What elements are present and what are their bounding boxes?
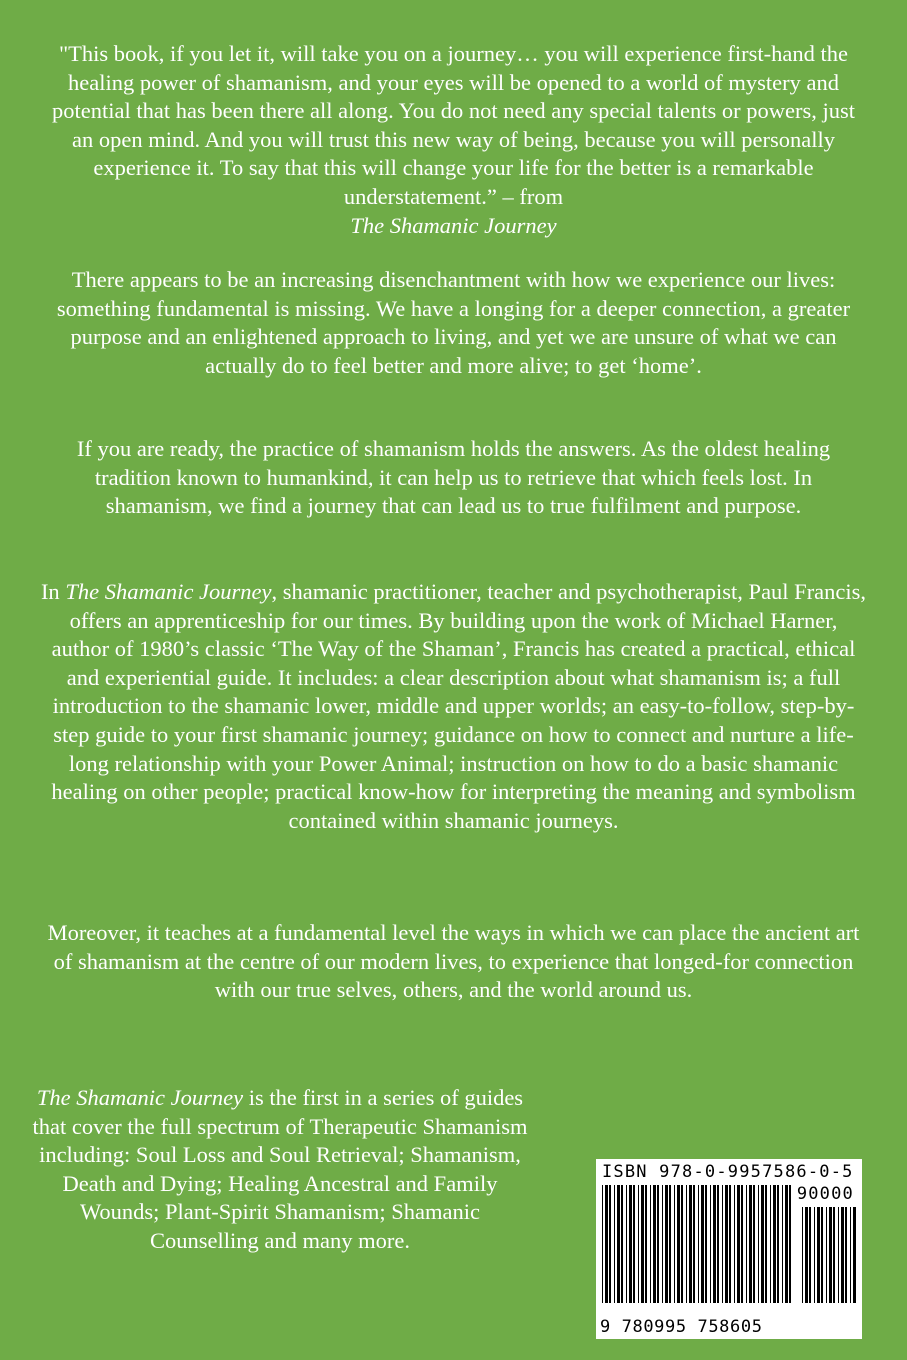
barcode-bar-14: [657, 1185, 659, 1303]
addon-bar-2: [809, 1207, 811, 1303]
quote-text: "This book, if you let it, will take you on a journey… you will experience first-hand the healing power of shamanism, and your eyes will be opened to a world of mystery and potential that has been there all along. You do not need any special talents or powers, just an open mind. And you will trust this new way of being, because you will personally experience it. To say that this will change your life for the better is a remarkable understatement.” – from: [52, 41, 855, 209]
addon-bar-4: [817, 1207, 820, 1303]
intro-paragraph: There appears to be an increasing disenchantment with how we experience our lives: something fundamental is missing. We have a longing for a deeper connection, a greater purpose and an enlightened approach to living, and yet we are unsure of what we can actually do to feel better and more alive; to get ‘home’.: [56, 267, 851, 378]
barcode-bar-6: [626, 1185, 627, 1303]
barcode-bar-23: [693, 1185, 695, 1303]
barcode-bar-24: [698, 1185, 699, 1303]
description-body: , shamanic practitioner, teacher and psychotherapist, Paul Francis, offers an apprenticeship for our times. By building upon the work of Michael Harner, author of 1980’s classic ‘The Way of the Shaman’, Francis has created a practical, ethical and experiential guide. It includes: a clear description about what shamanism is; a full introduction to the shamanic lower, middle and upper worlds; an easy-to-follow, step-by-step guide to your first shamanic journey; guidance on how to connect and nurture a life-long relationship with your Power Animal; instruction on how to do a basic shamanic healing on other people; practical know-how for interpreting the meaning and symbolism contained within shamanic journeys.: [51, 579, 867, 833]
addon-bar-6: [826, 1207, 827, 1303]
barcode-bar-42: [770, 1185, 771, 1303]
description-book-title: The Shamanic Journey: [65, 579, 272, 604]
isbn-label: ISBN 978-0-9957586-0-5: [602, 1162, 854, 1182]
barcode-bar-45: [782, 1185, 783, 1303]
barcode-bar-25: [701, 1185, 704, 1303]
barcode-bar-19: [677, 1185, 680, 1303]
barcode-bar-37: [749, 1185, 752, 1303]
barcode-bar-31: [725, 1185, 728, 1303]
description-lead: In: [40, 579, 60, 604]
barcode-bar-22: [689, 1185, 692, 1303]
barcode-bar-32: [729, 1185, 731, 1303]
isbn-barcode: [596, 1159, 862, 1339]
barcode-bar-1: [605, 1185, 608, 1303]
series-book-title: The Shamanic Journey: [36, 1085, 244, 1110]
barcode-bar-35: [741, 1185, 743, 1303]
barcode-bar-34: [737, 1185, 740, 1303]
addon-bar-13: [853, 1207, 856, 1303]
description-paragraph: [40, 578, 867, 835]
addon-bar-11: [845, 1207, 847, 1303]
barcode-bar-3: [614, 1185, 615, 1303]
addon-bar-9: [838, 1207, 839, 1303]
barcode-bar-20: [681, 1185, 683, 1303]
barcode-bar-44: [777, 1185, 779, 1303]
barcode-bar-29: [717, 1185, 719, 1303]
addon-bar-7: [829, 1207, 832, 1303]
barcode-bar-18: [674, 1185, 675, 1303]
barcode-bar-15: [662, 1185, 663, 1303]
barcode-bar-0: [602, 1185, 603, 1303]
addon-bar-1: [805, 1207, 808, 1303]
quote-source-title: The Shamanic Journey: [350, 212, 557, 238]
barcode-bar-5: [621, 1185, 623, 1303]
barcode-bar-30: [722, 1185, 723, 1303]
barcode-bar-13: [653, 1185, 656, 1303]
addon-bar-8: [833, 1207, 835, 1303]
teaching-paragraph: Moreover, it teaches at a fundamental level the ways in which we can place the ancient art of shamanism at the centre of our modern lives, to experience that longed-for connection with our true selves, others, and the world around us.: [47, 920, 860, 1003]
addon-bar-5: [821, 1207, 823, 1303]
barcode-bar-21: [686, 1185, 687, 1303]
barcode-bar-28: [713, 1185, 716, 1303]
barcode-bar-39: [758, 1185, 759, 1303]
barcode-bar-27: [710, 1185, 711, 1303]
series-paragraph: [30, 1084, 530, 1256]
barcode-bar-17: [669, 1185, 671, 1303]
barcode-bar-7: [629, 1185, 632, 1303]
barcode-bar-33: [734, 1185, 735, 1303]
endorsement-quote: [40, 40, 867, 240]
ean-digits: 9 780995 758605: [600, 1317, 763, 1337]
barcode-bar-40: [761, 1185, 764, 1303]
barcode-bar-11: [645, 1185, 647, 1303]
barcode-bar-46: [785, 1185, 788, 1303]
barcode-bar-10: [641, 1185, 644, 1303]
addon-bar-3: [814, 1207, 815, 1303]
barcode-bar-43: [773, 1185, 776, 1303]
barcode-bar-8: [633, 1185, 635, 1303]
shamanism-paragraph: If you are ready, the practice of shamanism holds the answers. As the oldest healing tradition known to humankind, it can help us to retrieve that which feels lost. In shamanism, we find a journey that can lead us to true fulfilment and purpose.: [76, 436, 831, 519]
addon-bar-10: [841, 1207, 844, 1303]
addon-bar-12: [850, 1207, 851, 1303]
barcode-bar-16: [665, 1185, 668, 1303]
barcode-bar-36: [746, 1185, 747, 1303]
barcode-bar-47: [789, 1185, 791, 1303]
addon-bar-0: [802, 1207, 803, 1303]
barcode-bars: [602, 1185, 856, 1313]
barcode-bar-26: [705, 1185, 707, 1303]
barcode-addon-code: 90000: [796, 1184, 854, 1204]
series-body: is the first in a series of guides that cover the full spectrum of Therapeutic Shamanism including: Soul Loss and Soul Retrieval; Shamanism, Death and Dying; Healing Ancestral and Family Wounds; Plant-Spirit Shamanism; Shamanic Counselling and many more.: [32, 1085, 528, 1253]
barcode-bar-2: [609, 1185, 611, 1303]
barcode-bar-38: [753, 1185, 755, 1303]
barcode-bar-12: [650, 1185, 651, 1303]
barcode-bar-4: [617, 1185, 620, 1303]
barcode-bar-9: [638, 1185, 639, 1303]
barcode-bar-41: [765, 1185, 767, 1303]
